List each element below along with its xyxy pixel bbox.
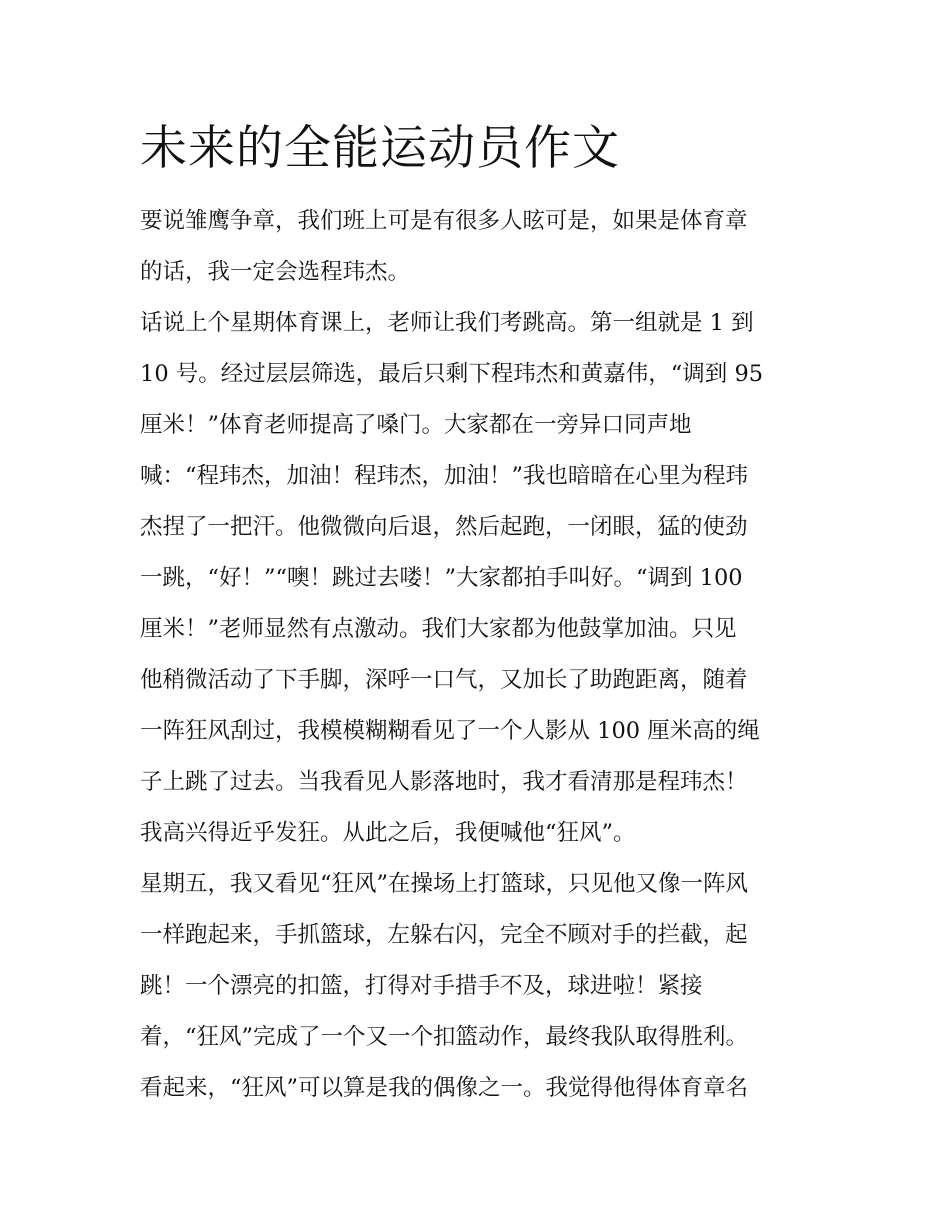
essay-body (140, 196, 820, 1114)
text-line: 看起来，“狂风”可以算是我的偶像之一。我觉得他得体育章名 (140, 1075, 749, 1101)
text-line: 星期五，我又看见“狂风”在操场上打篮球，只见他又像一阵风 (140, 871, 749, 897)
text-line: 厘米！”体育老师提高了嗓门。大家都在一旁异口同声地 (140, 412, 692, 438)
text-line: 着，“狂风”完成了一个又一个扣篮动作，最终我队取得胜利。 (140, 1024, 749, 1050)
text-line: 要说雏鹰争章，我们班上可是有很多人昡可是，如果是体育章 (140, 208, 748, 234)
text-line: 杰捏了一把汗。他微微向后退，然后起跑，一闭眼，猛的使劲 (140, 514, 748, 540)
text-line: 话说上个星期体育课上，老师让我们考跳高。第一组就是 1 到 (140, 310, 754, 336)
text-line: 子上跳了过去。当我看见人影落地时，我才看清那是程玮杰！ (140, 769, 748, 795)
text-line: 一样跑起来，手抓篮球，左躲右闪，完全不顾对手的拦截，起 (140, 922, 748, 948)
text-line: 跳！一个漂亮的扣篮，打得对手措手不及，球进啦！紧接 (140, 973, 703, 999)
text-line: 的话，我一定会选程玮杰。 (140, 259, 411, 285)
text-line: 厘米！”老师显然有点激动。我们大家都为他鼓掌加油。只见 (140, 616, 737, 642)
text-line: 10 号。经过层层筛选，最后只剩下程玮杰和黄嘉伟，“调到 95 (140, 361, 764, 387)
text-line: 喊：“程玮杰，加油！程玮杰，加油！”我也暗暗在心里为程玮 (140, 463, 749, 489)
text-line: 我高兴得近乎发狂。从此之后，我便喊他“狂风”。 (140, 820, 636, 846)
text-line: 一跳，“好！”“噢！跳过去喽！”大家都拍手叫好。“调到 100 (140, 565, 743, 591)
text-line: 一阵狂风刮过，我模模糊糊看见了一个人影从 100 厘米高的绳 (140, 718, 760, 744)
text-line: 他稍微活动了下手脚，深呼一口气，又加长了助跑距离，随着 (140, 667, 748, 693)
document-title: 未来的全能运动员作文 (140, 121, 620, 176)
